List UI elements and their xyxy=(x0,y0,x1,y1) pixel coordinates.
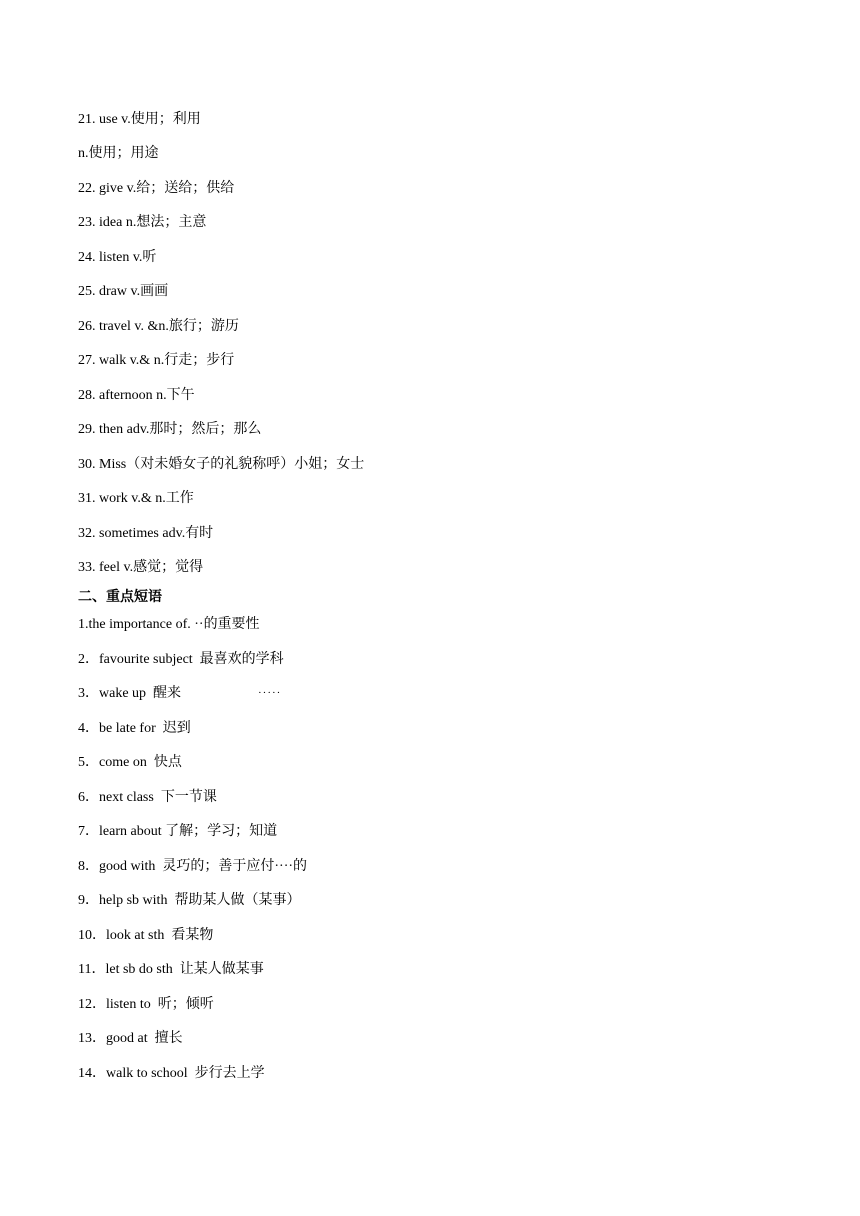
phrase-item-2: 2．favourite subject 最喜欢的学科 xyxy=(78,652,284,667)
phrase-item-1: 1.the importance of. ··的重要性 xyxy=(78,617,260,632)
phrase-item-11: 11．let sb do sth 让某人做某事 xyxy=(78,962,264,977)
vocab-item-33: 33. feel v.感觉；觉得 xyxy=(78,560,204,575)
section-heading: 二、重点短语 xyxy=(78,589,162,605)
vocab-item-23: 23. idea n.想法；主意 xyxy=(78,215,207,230)
vocab-item-32: 32. sometimes adv.有时 xyxy=(78,526,214,541)
vocab-item-21: 21. use v.使用；利用 xyxy=(78,112,201,127)
vocab-item-30: 30. Miss（对未婚女子的礼貌称呼）小姐；女士 xyxy=(78,457,365,472)
vocab-item-22: 22. give v.给；送给；供给 xyxy=(78,181,235,196)
phrase-item-12: 12．listen to 听；倾听 xyxy=(78,997,214,1012)
vocab-item-24: 24. listen v.听 xyxy=(78,250,157,265)
phrase-item-8: 8．good with 灵巧的；善于应付····的 xyxy=(78,859,308,874)
vocab-item-29: 29. then adv.那时；然后；那么 xyxy=(78,422,262,437)
phrase-item-5: 5．come on 快点 xyxy=(78,755,182,770)
phrase-item-4: 4．be late for 迟到 xyxy=(78,721,191,736)
vocab-item-27: 27. walk v.& n.行走；步行 xyxy=(78,353,235,368)
phrase-item-6: 6．next class 下一节课 xyxy=(78,790,217,805)
vocab-item-31: 31. work v.& n.工作 xyxy=(78,491,194,506)
phrase-item-13: 13．good at 擅长 xyxy=(78,1031,183,1046)
phrase-item-9: 9．help sb with 帮助某人做（某事） xyxy=(78,893,301,908)
phrase-item-10: 10．look at sth 看某物 xyxy=(78,928,214,943)
stray-dots: ····· xyxy=(258,687,282,699)
vocab-item-26: 26. travel v. &n.旅行；游历 xyxy=(78,319,239,334)
phrase-item-14: 14．walk to school 步行去上学 xyxy=(78,1066,265,1081)
phrase-item-7: 7．learn about 了解；学习；知道 xyxy=(78,824,278,839)
vocab-item-21-noun: n.使用；用途 xyxy=(78,146,159,161)
phrase-item-3: 3．wake up 醒来 xyxy=(78,686,182,701)
vocab-item-28: 28. afternoon n.下午 xyxy=(78,388,195,403)
vocab-item-25: 25. draw v.画画 xyxy=(78,284,169,299)
